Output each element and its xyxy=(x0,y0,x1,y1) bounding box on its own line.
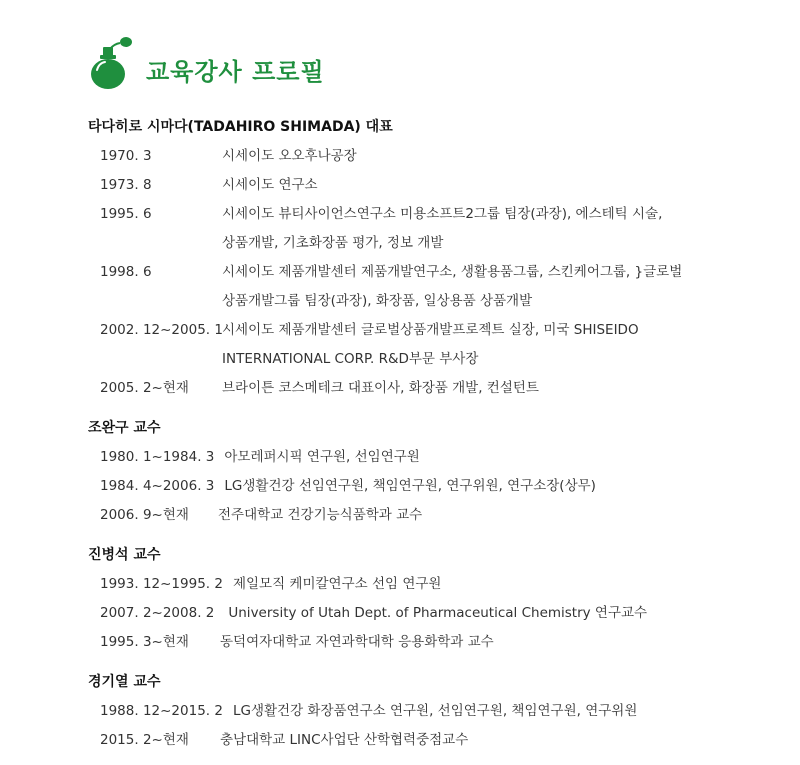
entry-description xyxy=(222,142,778,171)
entry-description-line: 전주대학교 건강기능식품학과 교수 xyxy=(218,507,423,523)
entry-period: 1970. 3 xyxy=(100,148,152,164)
entry-period: 1988. 12~2015. 2 xyxy=(100,703,223,719)
entry-description xyxy=(222,258,778,316)
entry-period: 1984. 4~2006. 3 xyxy=(100,478,215,494)
entry-period: 1980. 1~1984. 3 xyxy=(100,449,215,465)
profile-list xyxy=(88,112,778,765)
career-entry xyxy=(88,200,778,258)
entry-description-line: 시세이도 제품개발센터 글로벌상품개발프로젝트 실장, 미국 SHISEIDO xyxy=(222,322,639,338)
profile-section xyxy=(88,413,778,530)
entry-description xyxy=(228,599,778,628)
profile-section xyxy=(88,667,778,755)
person-name: 진병석 교수 xyxy=(88,547,161,563)
person-name: 조완구 교수 xyxy=(88,420,161,436)
entry-period: 1993. 12~1995. 2 xyxy=(100,576,223,592)
entry-description-line: 아모레퍼시픽 연구원, 선임연구원 xyxy=(224,449,420,465)
entry-period: 1995. 3~현재 xyxy=(100,634,189,650)
entry-description-line: 시세이도 제품개발센터 제품개발연구소, 생활용품그룹, 스킨케어그룹, }글로벌 xyxy=(222,264,683,280)
career-entry xyxy=(88,472,778,501)
entry-period: 1973. 8 xyxy=(100,177,152,193)
entry-description-line: 브라이튼 코스메테크 대표이사, 화장품 개발, 컨설턴트 xyxy=(222,380,539,396)
career-entry xyxy=(88,726,778,755)
entry-description-line: LG생활건강 화장품연구소 연구원, 선임연구원, 책임연구원, 연구위원 xyxy=(232,703,638,719)
page-header xyxy=(88,32,325,92)
entry-description xyxy=(222,374,778,403)
entry-description xyxy=(218,501,778,530)
entry-period: 2002. 12~2005. 1 xyxy=(100,322,223,338)
entry-description xyxy=(224,472,778,501)
career-entry xyxy=(88,443,778,472)
career-entry xyxy=(88,316,778,374)
page-title: 교육강사 프로필 xyxy=(146,57,325,86)
person-name: 경기열 교수 xyxy=(88,674,161,690)
entry-description-line: 시세이도 연구소 xyxy=(222,177,318,193)
entry-description xyxy=(233,570,778,599)
entry-description-line: INTERNATIONAL CORP. R&D부문 부사장 xyxy=(222,351,479,367)
entry-description-line: University of Utah Dept. of Pharmaceutical Chemistry 연구교수 xyxy=(228,605,648,621)
career-entry xyxy=(88,570,778,599)
entry-description-line: 상품개발, 기초화장품 평가, 정보 개발 xyxy=(222,235,444,251)
entry-description xyxy=(222,200,778,258)
profile-section xyxy=(88,112,778,403)
entry-description xyxy=(233,697,778,726)
career-entry xyxy=(88,142,778,171)
career-entry xyxy=(88,171,778,200)
entry-description-line: 상품개발그룹 팀장(과장), 화장품, 일상용품 상품개발 xyxy=(222,293,533,309)
entry-description-line: 시세이도 오오후나공장 xyxy=(222,148,357,164)
entry-description xyxy=(220,726,778,755)
entry-period: 2015. 2~현재 xyxy=(100,732,189,748)
career-entry xyxy=(88,374,778,403)
entry-description-line: 제일모직 케미칼연구소 선임 연구원 xyxy=(232,576,442,592)
entry-period: 1995. 6 xyxy=(100,206,152,222)
entry-period: 2005. 2~현재 xyxy=(100,380,189,396)
entry-period: 2006. 9~현재 xyxy=(100,507,189,523)
entry-description xyxy=(224,443,778,472)
entry-description-line: LG생활건강 선임연구원, 책임연구원, 연구위원, 연구소장(상무) xyxy=(224,478,596,494)
entry-description-line: 동덕여자대학교 자연과학대학 응용화학과 교수 xyxy=(220,634,494,650)
career-entry xyxy=(88,697,778,726)
career-entry xyxy=(88,628,778,657)
perfume-bottle-icon xyxy=(88,34,136,90)
entry-period: 2007. 2~2008. 2 xyxy=(100,605,215,621)
entry-description xyxy=(220,628,778,657)
entry-description xyxy=(222,316,778,374)
career-entry xyxy=(88,258,778,316)
career-entry xyxy=(88,599,778,628)
entry-description xyxy=(222,171,778,200)
entry-period: 1998. 6 xyxy=(100,264,152,280)
entry-description-line: 시세이도 뷰티사이언스연구소 미용소프트2그룹 팀장(과장), 에스테틱 시술, xyxy=(222,206,663,222)
entry-description-line: 충남대학교 LINC사업단 산학협력중점교수 xyxy=(220,732,469,748)
person-name: 타다히로 시마다(TADAHIRO SHIMADA) 대표 xyxy=(88,119,393,135)
career-entry xyxy=(88,501,778,530)
profile-section xyxy=(88,540,778,657)
